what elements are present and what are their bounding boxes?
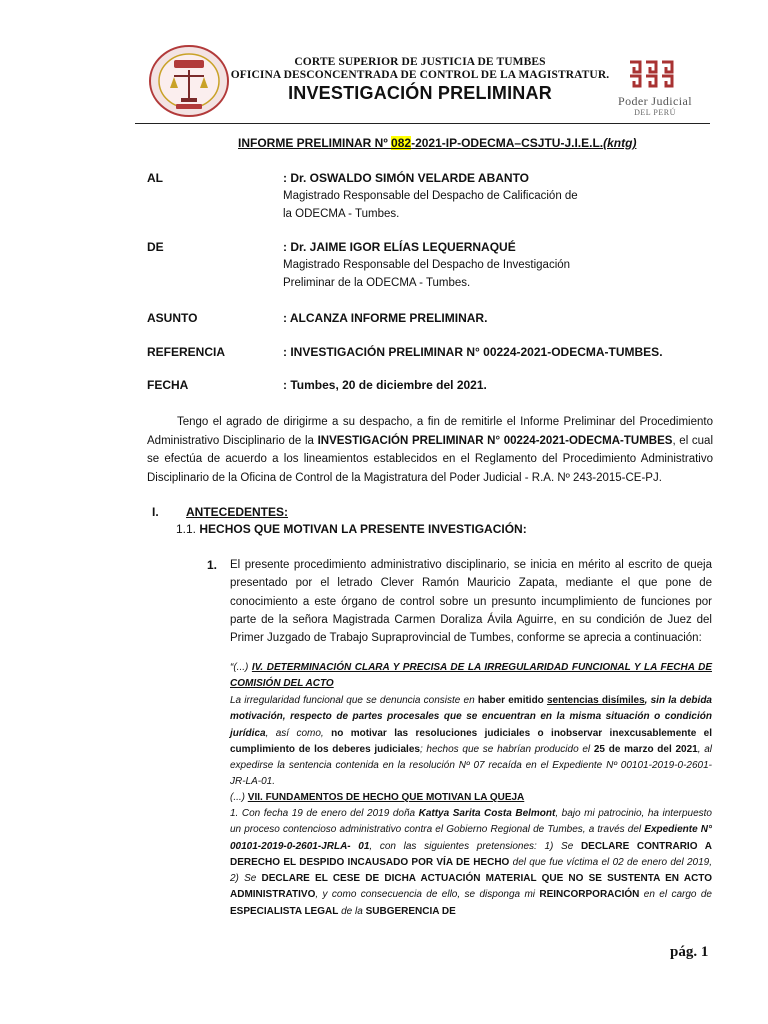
quote-text: La irregularidad funcional que se denuncia consiste en	[230, 695, 478, 706]
report-title	[238, 136, 636, 150]
quote-text: , así como,	[265, 727, 332, 739]
header-office-name: OFICINA DESCONCENTRADA DE CONTROL DE LA MAGISTRATUR.	[230, 69, 610, 81]
memo-al-label: AL	[147, 171, 163, 185]
memo-de-value: : Dr. JAIME IGOR ELÍAS LEQUERNAQUÉ	[283, 240, 516, 254]
section-number: I.	[152, 505, 159, 519]
memo-referencia-label: REFERENCIA	[147, 345, 226, 359]
subsection-title	[176, 522, 527, 536]
memo-de-label: DE	[147, 240, 164, 254]
header-court-name: CORTE SUPERIOR DE JUSTICIA DE TUMBES	[294, 56, 546, 68]
quote-bold: DECLARE CONTRARIO A DERECHO EL DESPIDO INCAUSADO POR VÍA DE HECHO	[230, 840, 713, 868]
memo-fecha-label: FECHA	[147, 378, 189, 392]
header-document-type: INVESTIGACIÓN PRELIMINAR	[288, 83, 552, 103]
memo-de-sub2: Preliminar de la ODECMA - Tumbes.	[283, 277, 471, 289]
quote-text: 1. Con fecha 19 de enero del 2019 doña	[230, 808, 419, 819]
quote-bold: ESPECIALISTA LEGAL	[230, 905, 339, 917]
quote-bold: SUBGERENCIA DE	[365, 905, 456, 917]
header-block	[230, 56, 610, 104]
quote-bold: , sin la debida motivación, respecto de partes procesales que se encuentran en la misma situación o condición jurídica	[230, 695, 712, 739]
quote-bold: DECLARE EL CESE DE DICHA ACTUACIÓN MATERIAL QUE NO SE SUSTENTA EN ACTO ADMINISTRATIVO	[230, 873, 712, 901]
memo-al-value: : Dr. OSWALDO SIMÓN VELARDE ABANTO	[283, 171, 530, 185]
intro-paragraph	[147, 413, 713, 487]
quote-open-2: (...)	[230, 792, 248, 803]
report-title-suffix: -2021-IP-ODECMA–CSJTU-J.I.E.L.	[411, 136, 604, 150]
quote-paragraph-irregularity	[230, 693, 712, 791]
report-number-highlight: 082	[391, 136, 412, 150]
quote-bold: haber emitido	[477, 695, 547, 706]
quote-bold-date: 25 de marzo del 2021	[593, 743, 698, 755]
memo-al-sub2: la ODECMA - Tumbes.	[283, 208, 400, 220]
quote-text: del que fue víctima el 02 de enero del 2019, 2) Se	[230, 856, 713, 885]
report-title-prefix: INFORME PRELIMINAR Nº	[238, 136, 392, 150]
page-number: pág. 1	[670, 944, 709, 960]
quote-bold: no motivar las resoluciones judiciales o inobservar inexcusablemente el cumplimiento de los deberes judiciales	[230, 727, 712, 755]
memo-referencia-value: : INVESTIGACIÓN PRELIMINAR N° 00224-2021-ODECMA-TUMBES.	[283, 345, 663, 359]
subsection-number: 1.1.	[176, 522, 200, 536]
memo-de-sub1: Magistrado Responsable del Despacho de Investigación	[283, 259, 571, 271]
odecma-seal-icon	[148, 44, 230, 118]
poder-judicial-name: Poder Judicial	[618, 94, 692, 108]
quote-text: en el cargo de	[639, 889, 712, 901]
quote-heading-vii-text: VII. FUNDAMENTOS DE HECHO QUE MOTIVAN LA QUEJA	[247, 792, 525, 803]
quote-paragraph-facts	[230, 806, 712, 920]
quote-heading-vii	[230, 790, 712, 806]
subsection-heading: HECHOS QUE MOTIVAN LA PRESENTE INVESTIGACIÓN:	[199, 522, 527, 536]
memo-al-sub1: Magistrado Responsable del Despacho de Calificación de	[283, 190, 578, 202]
quote-heading-iv-text: IV. DETERMINACIÓN CLARA Y PRECISA DE LA IRREGULARIDAD FUNCIONAL Y LA FECHA DE COMISIÓN DEL ACTO	[230, 662, 712, 690]
quote-text: , y como consecuencia de ello, se disponga mi	[315, 889, 540, 901]
quote-bold-underline: sentencias disímiles	[546, 695, 645, 706]
quote-text: , con las siguientes pretensiones: 1) Se	[369, 840, 581, 852]
quote-bold: REINCORPORACIÓN	[539, 889, 640, 901]
quote-text: de la	[338, 905, 366, 917]
memo-asunto-value: : ALCANZA INFORME PRELIMINAR.	[283, 311, 488, 325]
quote-bold-expediente: Expediente N° 00101-2019-0-2601-JRLA- 01	[230, 824, 712, 852]
quote-text: , bajo mi patrocinio, ha interpuesto un proceso contencioso administrativo contra el Gobierno Regional de Tumbes, a través del	[230, 808, 712, 836]
quote-text: , al expedirse la sentencia contenida en la resolución Nº 07 recaída en el Expediente Nº 00101-2019-0-2601-JR-LA-01.	[230, 743, 712, 788]
section-title: ANTECEDENTES:	[186, 505, 289, 519]
item-text: El presente procedimiento administrativo disciplinario, se inicia en mérito al escrito de queja presentado por el letrado Clever Ramón Mauricio Zapata, mediante el que pone de conocimiento a este órgano de control sobre un presunto incumplimiento de funciones por parte de la señora Magistrada Carmen Doraliza Ávila Aguirre, en su condición de Juez del Primer Juzgado de Trabajo Supraprovincial de Tumbes, conforme se aprecia a continuación:	[230, 559, 712, 645]
quote-open: “(...)	[230, 662, 252, 673]
report-initials: (kntg)	[603, 136, 637, 150]
quote-bold-name: Kattya Sarita Costa Belmont	[418, 808, 556, 819]
memo-fecha-value: : Tumbes, 20 de diciembre del 2021.	[283, 378, 487, 392]
header-divider	[135, 123, 710, 124]
intro-text-2: , el cual se efectúa de acuerdo a los lineamientos establecidos en el Reglamento del Procedimiento Administrativo Disciplinario de la Oficina de Control de la Magistratura del Poder Judicial - R.A. Nº 243-2015-CE-PJ.	[147, 434, 714, 484]
quote-text: ; hechos que se habrían producido el	[419, 743, 594, 755]
item-number: 1.	[207, 558, 218, 572]
quote-heading-iv	[230, 660, 712, 693]
poder-judicial-country: DEL PERÚ	[634, 108, 676, 117]
intro-reference-bold: INVESTIGACIÓN PRELIMINAR N° 00224-2021-ODECMA-TUMBES	[317, 434, 673, 447]
intro-text-1: Tengo el agrado de dirigirme a su despacho, a fin de remitirle el Informe Preliminar del Procedimiento Administrativo Disciplinario de la	[147, 416, 713, 447]
memo-asunto-label: ASUNTO	[147, 311, 198, 325]
